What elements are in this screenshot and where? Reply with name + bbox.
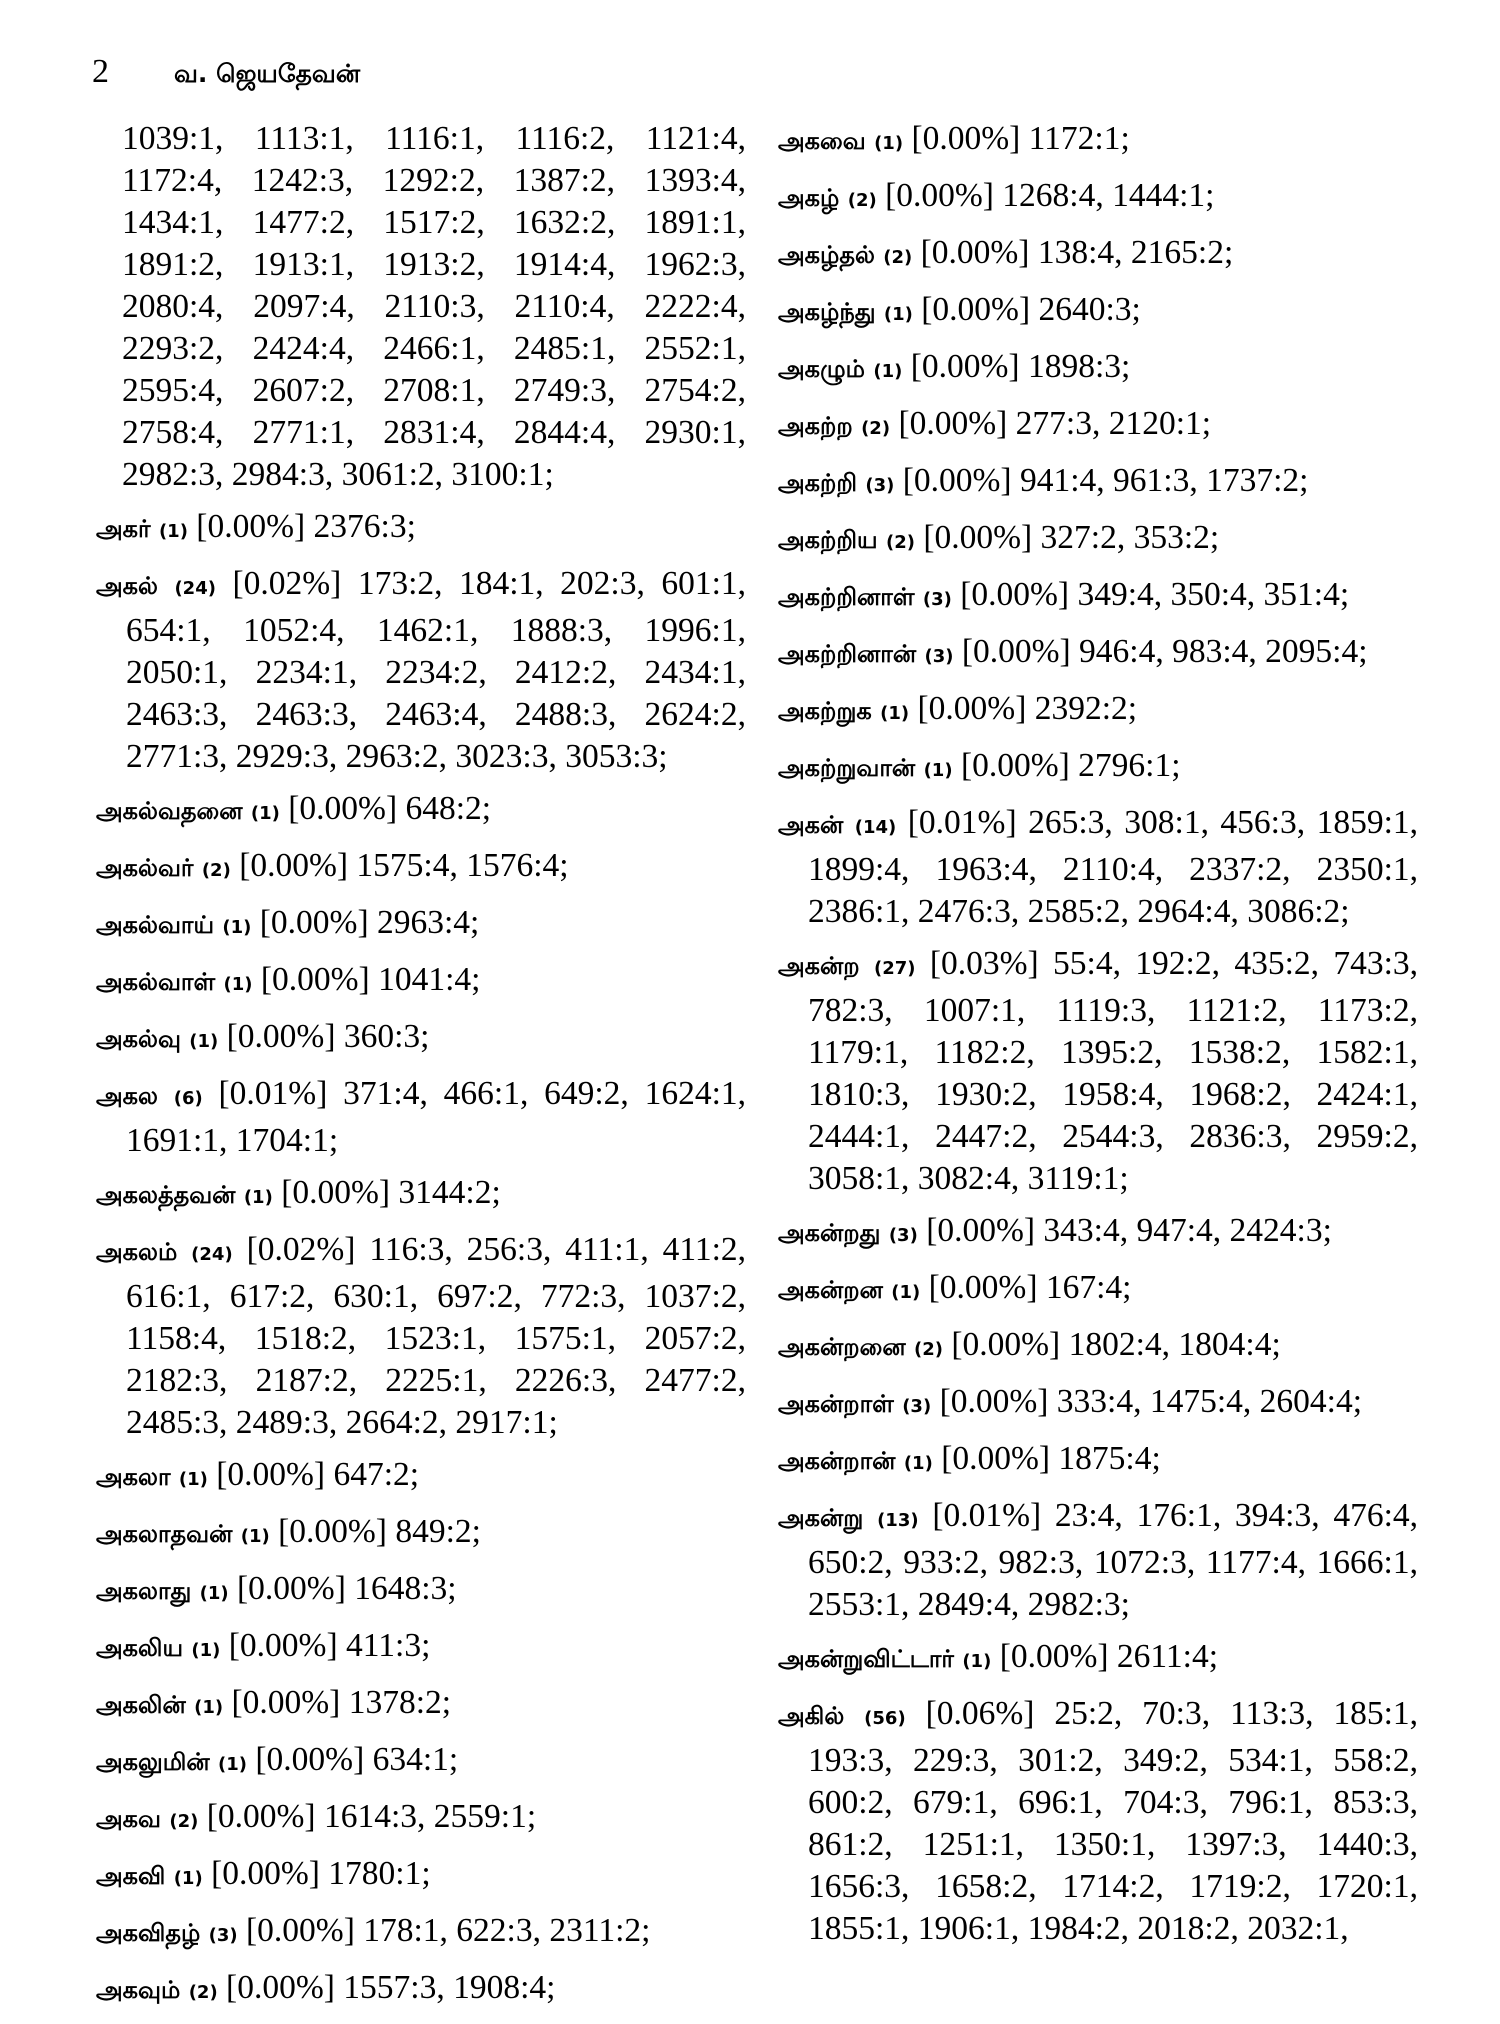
- index-entry: [96, 563, 746, 778]
- entry-count: (2): [914, 1339, 943, 1360]
- index-entry: [778, 1636, 1418, 1683]
- entry-headword: அகற்ற: [778, 412, 853, 440]
- index-entry: [96, 1739, 746, 1786]
- index-entry: [778, 688, 1418, 735]
- entry-headword: அகில்: [778, 1702, 845, 1730]
- entry-headword: அகன்றாள்: [778, 1390, 894, 1418]
- entry-references: 647:2;: [333, 1456, 420, 1493]
- entry-percentage: [0.00%]: [902, 462, 1012, 499]
- entry-count: (1): [178, 1469, 208, 1490]
- entry-references: 371:4, 466:1, 649:2, 1624:1, 1691:1, 1704:1;: [126, 1075, 747, 1159]
- entry-headword: அகற்றினான்: [778, 640, 917, 668]
- entry-references: 1172:1;: [1028, 120, 1130, 157]
- entry-references: 2963:4;: [376, 904, 480, 941]
- entry-count: (3): [924, 646, 954, 667]
- index-entry: [96, 1454, 746, 1501]
- entry-references: 941:4, 961:3, 1737:2;: [1019, 462, 1309, 499]
- entry-headword: அகல்வாய்: [96, 911, 215, 939]
- entry-count: (1): [158, 521, 188, 542]
- entry-percentage: [0.00%]: [228, 1627, 338, 1664]
- index-entry: [96, 959, 746, 1006]
- entry-headword: அகல: [96, 1082, 158, 1110]
- entry-count: (1): [240, 1526, 270, 1547]
- entry-percentage: [0.00%]: [206, 1798, 316, 1835]
- entry-percentage: [0.03%]: [929, 945, 1039, 982]
- entry-headword: அகலம்: [96, 1238, 178, 1266]
- index-entry: [778, 745, 1418, 792]
- entry-headword: அகன்றது: [778, 1219, 881, 1247]
- entry-percentage: [0.00%]: [920, 234, 1030, 271]
- index-entry: [96, 902, 746, 949]
- entry-count: (1): [883, 304, 913, 325]
- entry-headword: அகல்: [96, 572, 158, 600]
- entry-count: (2): [847, 190, 877, 211]
- entry-count: (2): [169, 1811, 199, 1832]
- entry-percentage: [0.00%]: [926, 1212, 1036, 1249]
- index-entry: [778, 1438, 1418, 1485]
- entry-percentage: [0.00%]: [226, 1018, 336, 1055]
- entry-headword: அகழ்தல்: [778, 241, 875, 269]
- entry-percentage: [0.00%]: [216, 1456, 326, 1493]
- entry-headword: அகன்: [778, 811, 844, 839]
- entry-headword: அகற்றிய: [778, 526, 878, 554]
- entry-count: (1): [903, 1453, 933, 1474]
- index-entry: [778, 1495, 1418, 1626]
- entry-headword: அகல்வர்: [96, 854, 194, 882]
- entry-count: (1): [250, 803, 280, 824]
- entry-headword: அகன்றுவிட்டார்: [778, 1645, 954, 1673]
- entry-references: 343:4, 947:4, 2424:3;: [1043, 1212, 1332, 1249]
- index-entry: [96, 1229, 746, 1444]
- index-entry: [96, 1682, 746, 1729]
- entry-headword: அகவிதழ்: [96, 1919, 201, 1947]
- entry-percentage: [0.00%]: [226, 1969, 335, 2006]
- entry-count: (1): [243, 1187, 273, 1208]
- entry-count: (3): [865, 475, 895, 496]
- right-entry-list: [778, 118, 1418, 1950]
- entry-count: (24): [174, 578, 216, 599]
- entry-count: (1): [223, 974, 253, 995]
- entry-headword: அகலின்: [96, 1691, 186, 1719]
- entry-references: 167:4;: [1045, 1269, 1132, 1306]
- entry-references: 2392:2;: [1034, 690, 1138, 727]
- index-entry: [778, 517, 1418, 564]
- index-entry: [96, 506, 746, 553]
- entry-count: (1): [891, 1282, 921, 1303]
- entry-percentage: [0.02%]: [246, 1231, 356, 1268]
- entry-headword: அகற்றி: [778, 469, 858, 497]
- entry-references: 25:2, 70:3, 113:3, 185:1, 193:3, 229:3, 301:2, 349:2, 534:1, 558:2, 600:2, 679:1, 696:1, 704:3, 796:1, 853:3, 861:2, 1251:1, 1350:1, 1397:3, 1440:3, 1656:3, 1658:2, 1714:2, 1719:2, 1720:1, 1855:1, 1906:1, 1984:2, 2018:2, 2032:1,: [808, 1695, 1419, 1947]
- entry-headword: அகவி: [96, 1862, 166, 1890]
- entry-count: (13): [877, 1510, 919, 1531]
- left-entry-list: [96, 506, 746, 2014]
- entry-count: (3): [208, 1925, 238, 1946]
- index-entry: [778, 118, 1418, 165]
- entry-count: (56): [864, 1708, 906, 1729]
- entry-headword: அகலாதவன்: [96, 1520, 233, 1548]
- index-entry: [778, 574, 1418, 621]
- entry-count: (24): [191, 1244, 233, 1265]
- entry-count: (3): [902, 1396, 932, 1417]
- index-entry: [96, 1568, 746, 1615]
- entry-references: 1041:4;: [378, 961, 481, 998]
- entry-percentage: [0.00%]: [939, 1383, 1049, 1420]
- entry-count: (3): [888, 1225, 918, 1246]
- author-name: வ. ஜெயதேவன்: [174, 59, 361, 88]
- index-entry: [778, 403, 1418, 450]
- entry-percentage: [0.01%]: [932, 1497, 1042, 1534]
- entry-references: 1780:1;: [328, 1855, 431, 1892]
- entry-references: 1648:3;: [354, 1570, 457, 1607]
- entry-count: (1): [194, 1697, 224, 1718]
- index-entry: [96, 1967, 746, 2014]
- entry-references: 648:2;: [405, 790, 492, 827]
- entry-headword: அகலா: [96, 1463, 171, 1491]
- entry-headword: அகல்வாள்: [96, 968, 216, 996]
- entry-headword: அகழ்: [778, 184, 840, 212]
- entry-count: (1): [873, 361, 903, 382]
- index-entry: [778, 1210, 1418, 1257]
- entry-count: (6): [173, 1088, 203, 1109]
- entry-percentage: [0.00%]: [917, 690, 1027, 727]
- entry-references: 3144:2;: [398, 1174, 501, 1211]
- index-entry: [96, 845, 746, 892]
- running-header: [92, 52, 360, 94]
- entry-percentage: [0.00%]: [885, 177, 994, 214]
- entry-percentage: [0.00%]: [288, 790, 398, 827]
- entry-references: 1898:3;: [1027, 348, 1131, 385]
- entry-count: (1): [880, 703, 910, 724]
- entry-count: (3): [922, 589, 952, 610]
- right-column: [778, 118, 1418, 1960]
- entry-percentage: [0.00%]: [928, 1269, 1038, 1306]
- entry-count: (2): [883, 247, 913, 268]
- entry-references: 277:3, 2120:1;: [1015, 405, 1212, 442]
- index-entry: [96, 1016, 746, 1063]
- entry-references: 265:3, 308:1, 456:3, 1859:1, 1899:4, 1963:4, 2110:4, 2337:2, 2350:1, 2386:1, 2476:3, 2585:2, 2964:4, 3086:2;: [808, 804, 1419, 930]
- index-entry: [778, 460, 1418, 507]
- index-entry: [96, 1625, 746, 1672]
- entry-references: 2640:3;: [1038, 291, 1141, 328]
- entry-percentage: [0.00%]: [259, 904, 369, 941]
- entry-percentage: [0.00%]: [246, 1912, 355, 1949]
- entry-references: 1575:4, 1576:4;: [356, 847, 569, 884]
- continued-references: 1039:1, 1113:1, 1116:1, 1116:2, 1121:4, 1172:4, 1242:3, 1292:2, 1387:2, 1393:4, 1434:1, 1477:2, 1517:2, 1632:2, 1891:1, 1891:2, 1913:1, 1913:2, 1914:4, 1962:3, 2080:4, 2097:4, 2110:3, 2110:4, 2222:4, 2293:2, 2424:4, 2466:1, 2485:1, 2552:1, 2595:4, 2607:2, 2708:1, 2749:3, 2754:2, 2758:4, 2771:1, 2831:4, 2844:4, 2930:1, 2982:3, 2984:3, 3061:2, 3100:1;: [122, 120, 746, 493]
- index-entry: [96, 1073, 746, 1162]
- entry-percentage: [0.00%]: [921, 291, 1031, 328]
- entry-count: (2): [188, 1982, 218, 2003]
- entry-percentage: [0.00%]: [255, 1741, 365, 1778]
- entry-percentage: [0.00%]: [951, 1326, 1061, 1363]
- entry-references: 333:4, 1475:4, 2604:4;: [1056, 1383, 1363, 1420]
- entry-headword: அகற்றுவான்: [778, 754, 916, 782]
- entry-references: 946:4, 983:4, 2095:4;: [1079, 633, 1368, 670]
- entry-references: 1614:3, 2559:1;: [323, 1798, 537, 1835]
- entry-percentage: [0.00%]: [960, 747, 1070, 784]
- entry-count: (1): [962, 1651, 992, 1672]
- entry-count: (1): [173, 1868, 203, 1889]
- entry-headword: அகன்றனை: [778, 1333, 906, 1361]
- entry-references: 1875:4;: [1058, 1440, 1161, 1477]
- entry-headword: அகன்றன: [778, 1276, 883, 1304]
- index-entry: [778, 346, 1418, 393]
- entry-percentage: [0.01%]: [218, 1075, 328, 1112]
- entry-headword: அகன்றான்: [778, 1447, 896, 1475]
- entry-percentage: [0.00%]: [961, 633, 1071, 670]
- page-number: 2: [92, 53, 109, 90]
- index-entry: [778, 289, 1418, 336]
- entry-percentage: [0.00%]: [911, 120, 1021, 157]
- entry-references: 411:3;: [346, 1627, 431, 1664]
- entry-percentage: [0.00%]: [960, 576, 1070, 613]
- entry-percentage: [0.01%]: [907, 804, 1017, 841]
- index-entry: [96, 1910, 746, 1957]
- entry-count: (1): [189, 1031, 219, 1052]
- entry-percentage: [0.00%]: [898, 405, 1008, 442]
- entry-count: (2): [861, 418, 891, 439]
- entry-headword: அகலாது: [96, 1577, 192, 1605]
- entry-references: 178:1, 622:3, 2311:2;: [363, 1912, 651, 1949]
- entry-percentage: [0.00%]: [910, 348, 1020, 385]
- entry-count: (27): [873, 958, 916, 979]
- entry-references: 634:1;: [372, 1741, 459, 1778]
- entry-headword: அகற்றுக: [778, 697, 872, 725]
- entry-references: 849:2;: [395, 1513, 481, 1550]
- index-entry: [96, 1796, 746, 1843]
- entry-percentage: [0.02%]: [232, 565, 342, 602]
- entry-percentage: [0.00%]: [239, 847, 349, 884]
- index-entry: [96, 1511, 746, 1558]
- entry-count: (1): [222, 917, 252, 938]
- entry-headword: அகன்ற: [778, 952, 860, 980]
- entry-references: 55:4, 192:2, 435:2, 743:3, 782:3, 1007:1, 1119:3, 1121:2, 1173:2, 1179:1, 1182:2, 1395:2, 1538:2, 1582:1, 1810:3, 1930:2, 1958:4, 1968:2, 2424:1, 2444:1, 2447:2, 2544:3, 2836:3, 2959:2, 3058:1, 3082:4, 3119:1;: [808, 945, 1419, 1197]
- index-entry: [778, 232, 1418, 279]
- entry-headword: அகவை: [778, 127, 866, 155]
- entry-references: 116:3, 256:3, 411:1, 411:2, 616:1, 617:2, 630:1, 697:2, 772:3, 1037:2, 1158:4, 1518:2, 1523:1, 1575:1, 2057:2, 2182:3, 2187:2, 2225:1, 2226:3, 2477:2, 2485:3, 2489:3, 2664:2, 2917:1;: [126, 1231, 747, 1441]
- entry-references: 1378:2;: [348, 1684, 452, 1721]
- entry-percentage: [0.00%]: [231, 1684, 341, 1721]
- entry-count: (2): [885, 532, 915, 553]
- entry-references: 138:4, 2165:2;: [1037, 234, 1234, 271]
- entry-references: 327:2, 353:2;: [1040, 519, 1220, 556]
- entry-percentage: [0.00%]: [278, 1513, 387, 1550]
- entry-headword: அகலிய: [96, 1634, 184, 1662]
- entry-percentage: [0.00%]: [260, 961, 370, 998]
- entry-references: 23:4, 176:1, 394:3, 476:4, 650:2, 933:2, 982:3, 1072:3, 1177:4, 1666:1, 2553:1, 2849:4, 2982:3;: [808, 1497, 1419, 1623]
- entry-references: 2611:4;: [1116, 1638, 1219, 1675]
- entry-headword: அகழ்ந்து: [778, 298, 876, 326]
- entry-percentage: [0.00%]: [211, 1855, 320, 1892]
- entry-percentage: [0.00%]: [281, 1174, 391, 1211]
- entry-headword: அகழும்: [778, 355, 865, 383]
- entry-percentage: [0.00%]: [923, 519, 1033, 556]
- entry-headword: அகன்று: [778, 1504, 864, 1532]
- entry-headword: அகலுமின்: [96, 1748, 210, 1776]
- entry-count: (1): [874, 133, 904, 154]
- index-entry: [778, 943, 1418, 1200]
- index-entry: [778, 1693, 1418, 1950]
- entry-percentage: [0.00%]: [196, 508, 306, 545]
- index-entry: [778, 1267, 1418, 1314]
- entry-references: 360:3;: [343, 1018, 430, 1055]
- entry-count: (2): [201, 860, 231, 881]
- entry-headword: அகவ: [96, 1805, 161, 1833]
- index-entry: [96, 788, 746, 835]
- left-column: [96, 118, 746, 2024]
- entry-count: (1): [199, 1583, 229, 1604]
- entry-count: (14): [854, 817, 897, 838]
- entry-count: (1): [191, 1640, 221, 1661]
- entry-references: 2376:3;: [313, 508, 416, 545]
- index-entry: [778, 1381, 1418, 1428]
- entry-references: 1557:3, 1908:4;: [343, 1969, 556, 2006]
- entry-percentage: [0.00%]: [941, 1440, 1051, 1477]
- index-entry: [778, 1324, 1418, 1371]
- entry-headword: அகர்: [96, 515, 151, 543]
- entry-percentage: [0.06%]: [925, 1695, 1035, 1732]
- index-entry: [96, 1172, 746, 1219]
- entry-count: (1): [923, 760, 953, 781]
- index-entry: [96, 1853, 746, 1900]
- entry-references: 349:4, 350:4, 351:4;: [1077, 576, 1350, 613]
- index-entry: [778, 631, 1418, 678]
- entry-references: 1268:4, 1444:1;: [1002, 177, 1215, 214]
- entry-headword: அகல்வதனை: [96, 797, 243, 825]
- entry-references: 173:2, 184:1, 202:3, 601:1, 654:1, 1052:4, 1462:1, 1888:3, 1996:1, 2050:1, 2234:1, 2234:2, 2412:2, 2434:1, 2463:3, 2463:3, 2463:4, 2488:3, 2624:2, 2771:3, 2929:3, 2963:2, 3023:3, 3053:3;: [126, 565, 747, 775]
- entry-references: 1802:4, 1804:4;: [1068, 1326, 1281, 1363]
- entry-headword: அகற்றினாள்: [778, 583, 915, 611]
- entry-percentage: [0.00%]: [237, 1570, 346, 1607]
- entry-references: 2796:1;: [1078, 747, 1181, 784]
- index-entry: [778, 802, 1418, 933]
- entry-count: (1): [218, 1754, 248, 1775]
- entry-percentage: [0.00%]: [999, 1638, 1109, 1675]
- index-entry: [778, 175, 1418, 222]
- entry-headword: அகலத்தவன்: [96, 1181, 236, 1209]
- entry-headword: அகல்வு: [96, 1025, 181, 1053]
- entry-headword: அகவும்: [96, 1976, 181, 2004]
